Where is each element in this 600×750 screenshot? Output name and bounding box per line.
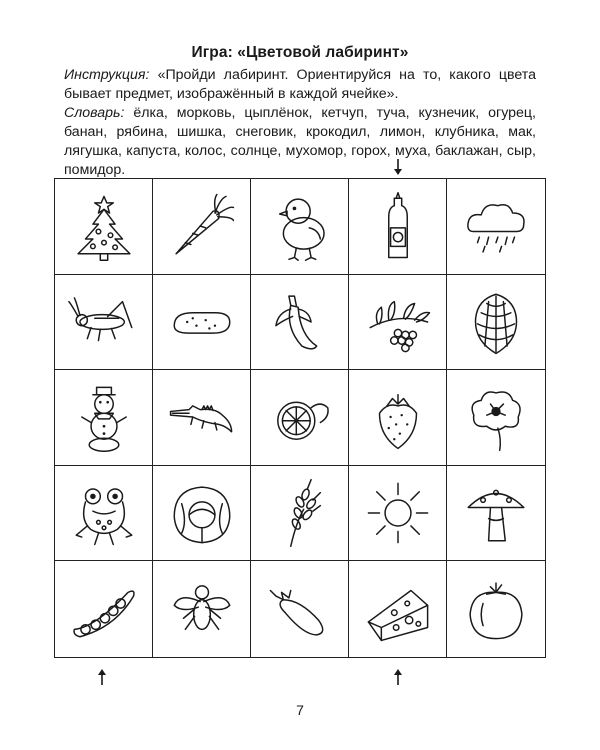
ketchup-bottle-icon xyxy=(361,189,435,263)
cell-sun[interactable] xyxy=(349,466,447,562)
fly-icon xyxy=(165,572,239,646)
fir-tree-icon xyxy=(67,189,141,263)
cell-crocodile[interactable] xyxy=(153,370,251,466)
cell-carrot[interactable] xyxy=(153,179,251,275)
cell-fly[interactable] xyxy=(153,561,251,657)
cell-strawberry[interactable] xyxy=(349,370,447,466)
dictionary-text: ёлка, морковь, цыплёнок, кетчуп, туча, кузнечик, огурец, банан, рябина, шишка, снеговик, крокодил, лимон, клубника, мак, лягушка, капуста, колос, солнце, мухомор, горох, муха, баклажан, сыр, помидор. xyxy=(64,105,536,178)
page-title: Игра: «Цветовой лабиринт» xyxy=(191,44,409,61)
crocodile-icon xyxy=(165,380,239,454)
cell-tomato[interactable] xyxy=(447,561,545,657)
maze-grid xyxy=(54,178,546,658)
cell-grasshopper[interactable] xyxy=(55,275,153,371)
cell-chick[interactable] xyxy=(251,179,349,275)
exit-arrow-bottom-left-icon xyxy=(96,668,108,686)
cell-eggplant[interactable] xyxy=(251,561,349,657)
dictionary-lead: Словарь: xyxy=(64,105,125,121)
cell-banana[interactable] xyxy=(251,275,349,371)
carrot-icon xyxy=(165,189,239,263)
cell-frog[interactable] xyxy=(55,466,153,562)
sun-icon xyxy=(361,476,435,550)
strawberry-icon xyxy=(361,380,435,454)
rowan-icon xyxy=(361,285,435,359)
instruction-paragraph xyxy=(64,66,536,104)
entry-arrow-top-icon xyxy=(392,158,404,176)
banana-icon xyxy=(263,285,337,359)
eggplant-icon xyxy=(263,572,337,646)
cell-fly-agaric[interactable] xyxy=(447,466,545,562)
cabbage-icon xyxy=(165,476,239,550)
tomato-icon xyxy=(459,572,533,646)
instruction-text: «Пройди лабиринт. Ориентируйся на то, какого цвета бывает предмет, изображённый в каждой ячейке». xyxy=(64,67,536,102)
cell-rain-cloud[interactable] xyxy=(447,179,545,275)
cheese-icon xyxy=(361,572,435,646)
cell-cabbage[interactable] xyxy=(153,466,251,562)
dictionary-paragraph xyxy=(64,104,536,180)
instruction-lead: Инструкция: xyxy=(64,67,150,83)
snowman-icon xyxy=(67,380,141,454)
poppy-icon xyxy=(459,380,533,454)
rain-cloud-icon xyxy=(459,189,533,263)
cell-pine-cone[interactable] xyxy=(447,275,545,371)
cell-ketchup[interactable] xyxy=(349,179,447,275)
lemon-icon xyxy=(263,380,337,454)
cell-pea-pod[interactable] xyxy=(55,561,153,657)
cucumber-icon xyxy=(165,285,239,359)
cell-rowan[interactable] xyxy=(349,275,447,371)
pea-pod-icon xyxy=(67,572,141,646)
wheat-ear-icon xyxy=(263,476,337,550)
cell-lemon[interactable] xyxy=(251,370,349,466)
page-number: 7 xyxy=(296,702,304,718)
cell-cucumber[interactable] xyxy=(153,275,251,371)
chick-icon xyxy=(263,189,337,263)
cell-snowman[interactable] xyxy=(55,370,153,466)
cell-poppy[interactable] xyxy=(447,370,545,466)
cell-fir-tree[interactable] xyxy=(55,179,153,275)
cell-wheat-ear[interactable] xyxy=(251,466,349,562)
fly-agaric-icon xyxy=(459,476,533,550)
pine-cone-icon xyxy=(459,285,533,359)
frog-icon xyxy=(67,476,141,550)
grasshopper-icon xyxy=(67,285,141,359)
exit-arrow-bottom-right-icon xyxy=(392,668,404,686)
cell-cheese[interactable] xyxy=(349,561,447,657)
